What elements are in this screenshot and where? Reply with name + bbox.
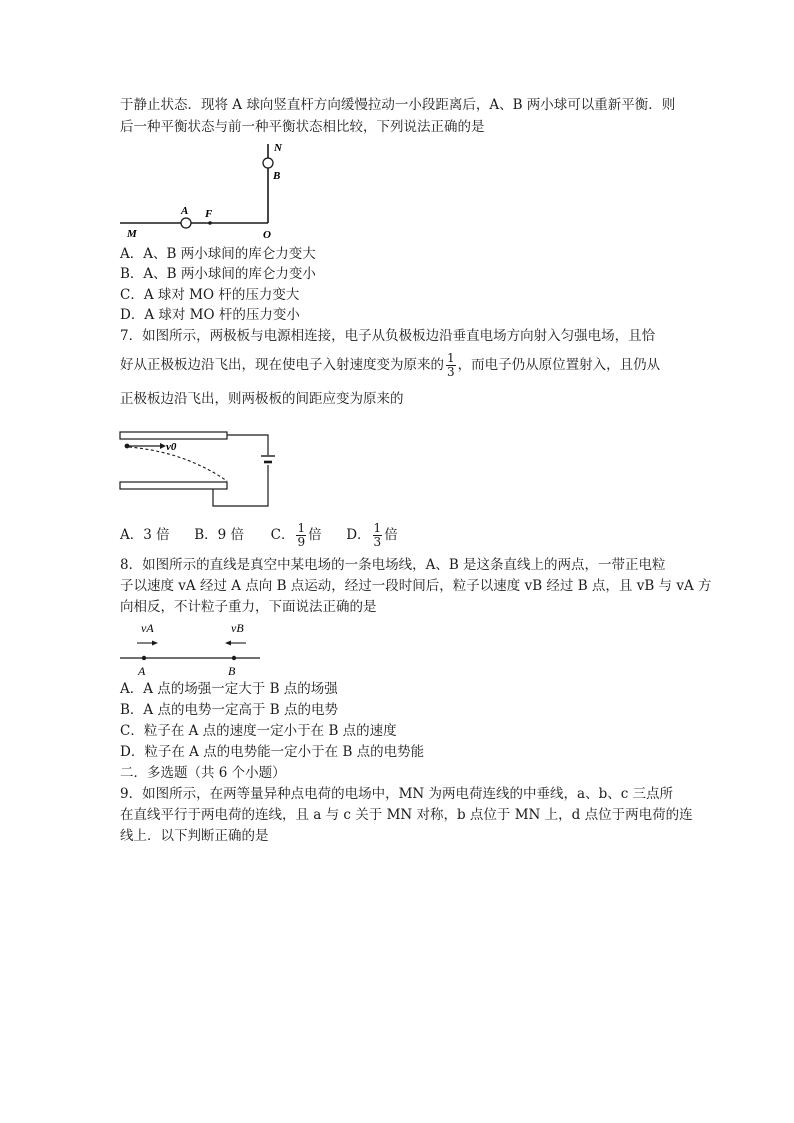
q8-option-b: B．A 点的电势一定高于 B 点的电势	[120, 702, 338, 718]
q8-option-c: C．粒子在 A 点的速度一定小于在 B 点的速度	[120, 723, 397, 739]
q7-line2-pre: 好从正极板边沿飞出，现在使电子入射速度变为原来的	[120, 357, 444, 373]
label-va: vA	[141, 621, 154, 635]
q6-option-a: A．A、B 两小球间的库仑力变大	[120, 246, 316, 262]
q9-text-line-2: 在直线平行于两电荷的连线，且 a 与 c 关于 MN 对称，b 点位于 MN 上，d 点位于两电荷的连	[120, 807, 693, 823]
label-b: B	[273, 170, 281, 182]
q7-option-d: D． $\frac{1}{3}$ 倍	[346, 521, 398, 549]
label-point-b: B	[228, 664, 236, 678]
q8-text-line-3: 向相反，不计粒子重力，下面说法正确的是	[120, 599, 377, 615]
label-point-a: A	[138, 664, 146, 678]
q7-text-line-3: 正极板边沿飞出，则两极板的间距应变为原来的	[120, 391, 404, 407]
section-2-heading: 二．多选题（共 6 个小题）	[120, 765, 286, 781]
point-b	[232, 656, 236, 660]
q7-option-a: A．3 倍	[120, 527, 170, 543]
q7-line2-post: ，而电子仍从原位置射入，且仍从	[457, 357, 661, 373]
va-arrowhead	[152, 641, 158, 646]
q8-option-a: A．A 点的场强一定大于 B 点的场强	[120, 681, 338, 697]
q7-option-b: B．9 倍	[194, 527, 245, 543]
q9-text-line-3: 线上．以下判断正确的是	[120, 828, 269, 844]
q9-text-line-1: 9．如图所示，在两等量异种点电荷的电场中，MN 为两电荷连线的中垂线，a、b、c 三点所	[120, 786, 674, 802]
q8-option-d: D．粒子在 A 点的电势能一定小于在 B 点的电势能	[120, 744, 425, 760]
q8-text-line-1: 8．如图所示的直线是真空中某电场的一条电场线，A、B 是这条直线上的两点，一带正电粒	[120, 557, 666, 573]
q6-text-line-1: 于静止状态．现将 A 球向竖直杆方向缓慢拉动一小段距离后，A、B 两小球可以重新平衡．则	[120, 97, 676, 113]
label-v0: v0	[166, 441, 177, 453]
q7-text-line-1: 7．如图所示，两极板与电源相连接，电子从负极板边沿垂直电场方向射入匀强电场，且恰	[120, 328, 656, 344]
q7-fraction-one-third: $\frac{1}{3}$	[447, 351, 455, 379]
label-n: N	[274, 142, 282, 154]
q6-option-b: B．A、B 两小球间的库仑力变小	[120, 266, 316, 282]
label-o: O	[263, 229, 271, 241]
q8-text-line-2: 子以速度 vA 经过 A 点向 B 点运动，经过一段时间后，粒子以速度 vB 经过 B 点，且 vB 与 vA 方	[120, 578, 712, 594]
q7-option-c: C． $\frac{1}{9}$ 倍	[270, 521, 322, 549]
label-vb: vB	[231, 621, 244, 635]
vb-arrowhead	[225, 641, 231, 646]
q6-text-line-2: 后一种平衡状态与前一种平衡状态相比较，下列说法正确的是	[120, 119, 485, 135]
q6-option-c: C．A 球对 MO 杆的压力变大	[120, 287, 300, 303]
label-m: M	[127, 228, 137, 240]
label-a: A	[181, 205, 189, 217]
q6-option-d: D．A 球对 MO 杆的压力变小	[120, 307, 300, 323]
point-a	[142, 656, 146, 660]
label-f: F	[205, 208, 213, 220]
